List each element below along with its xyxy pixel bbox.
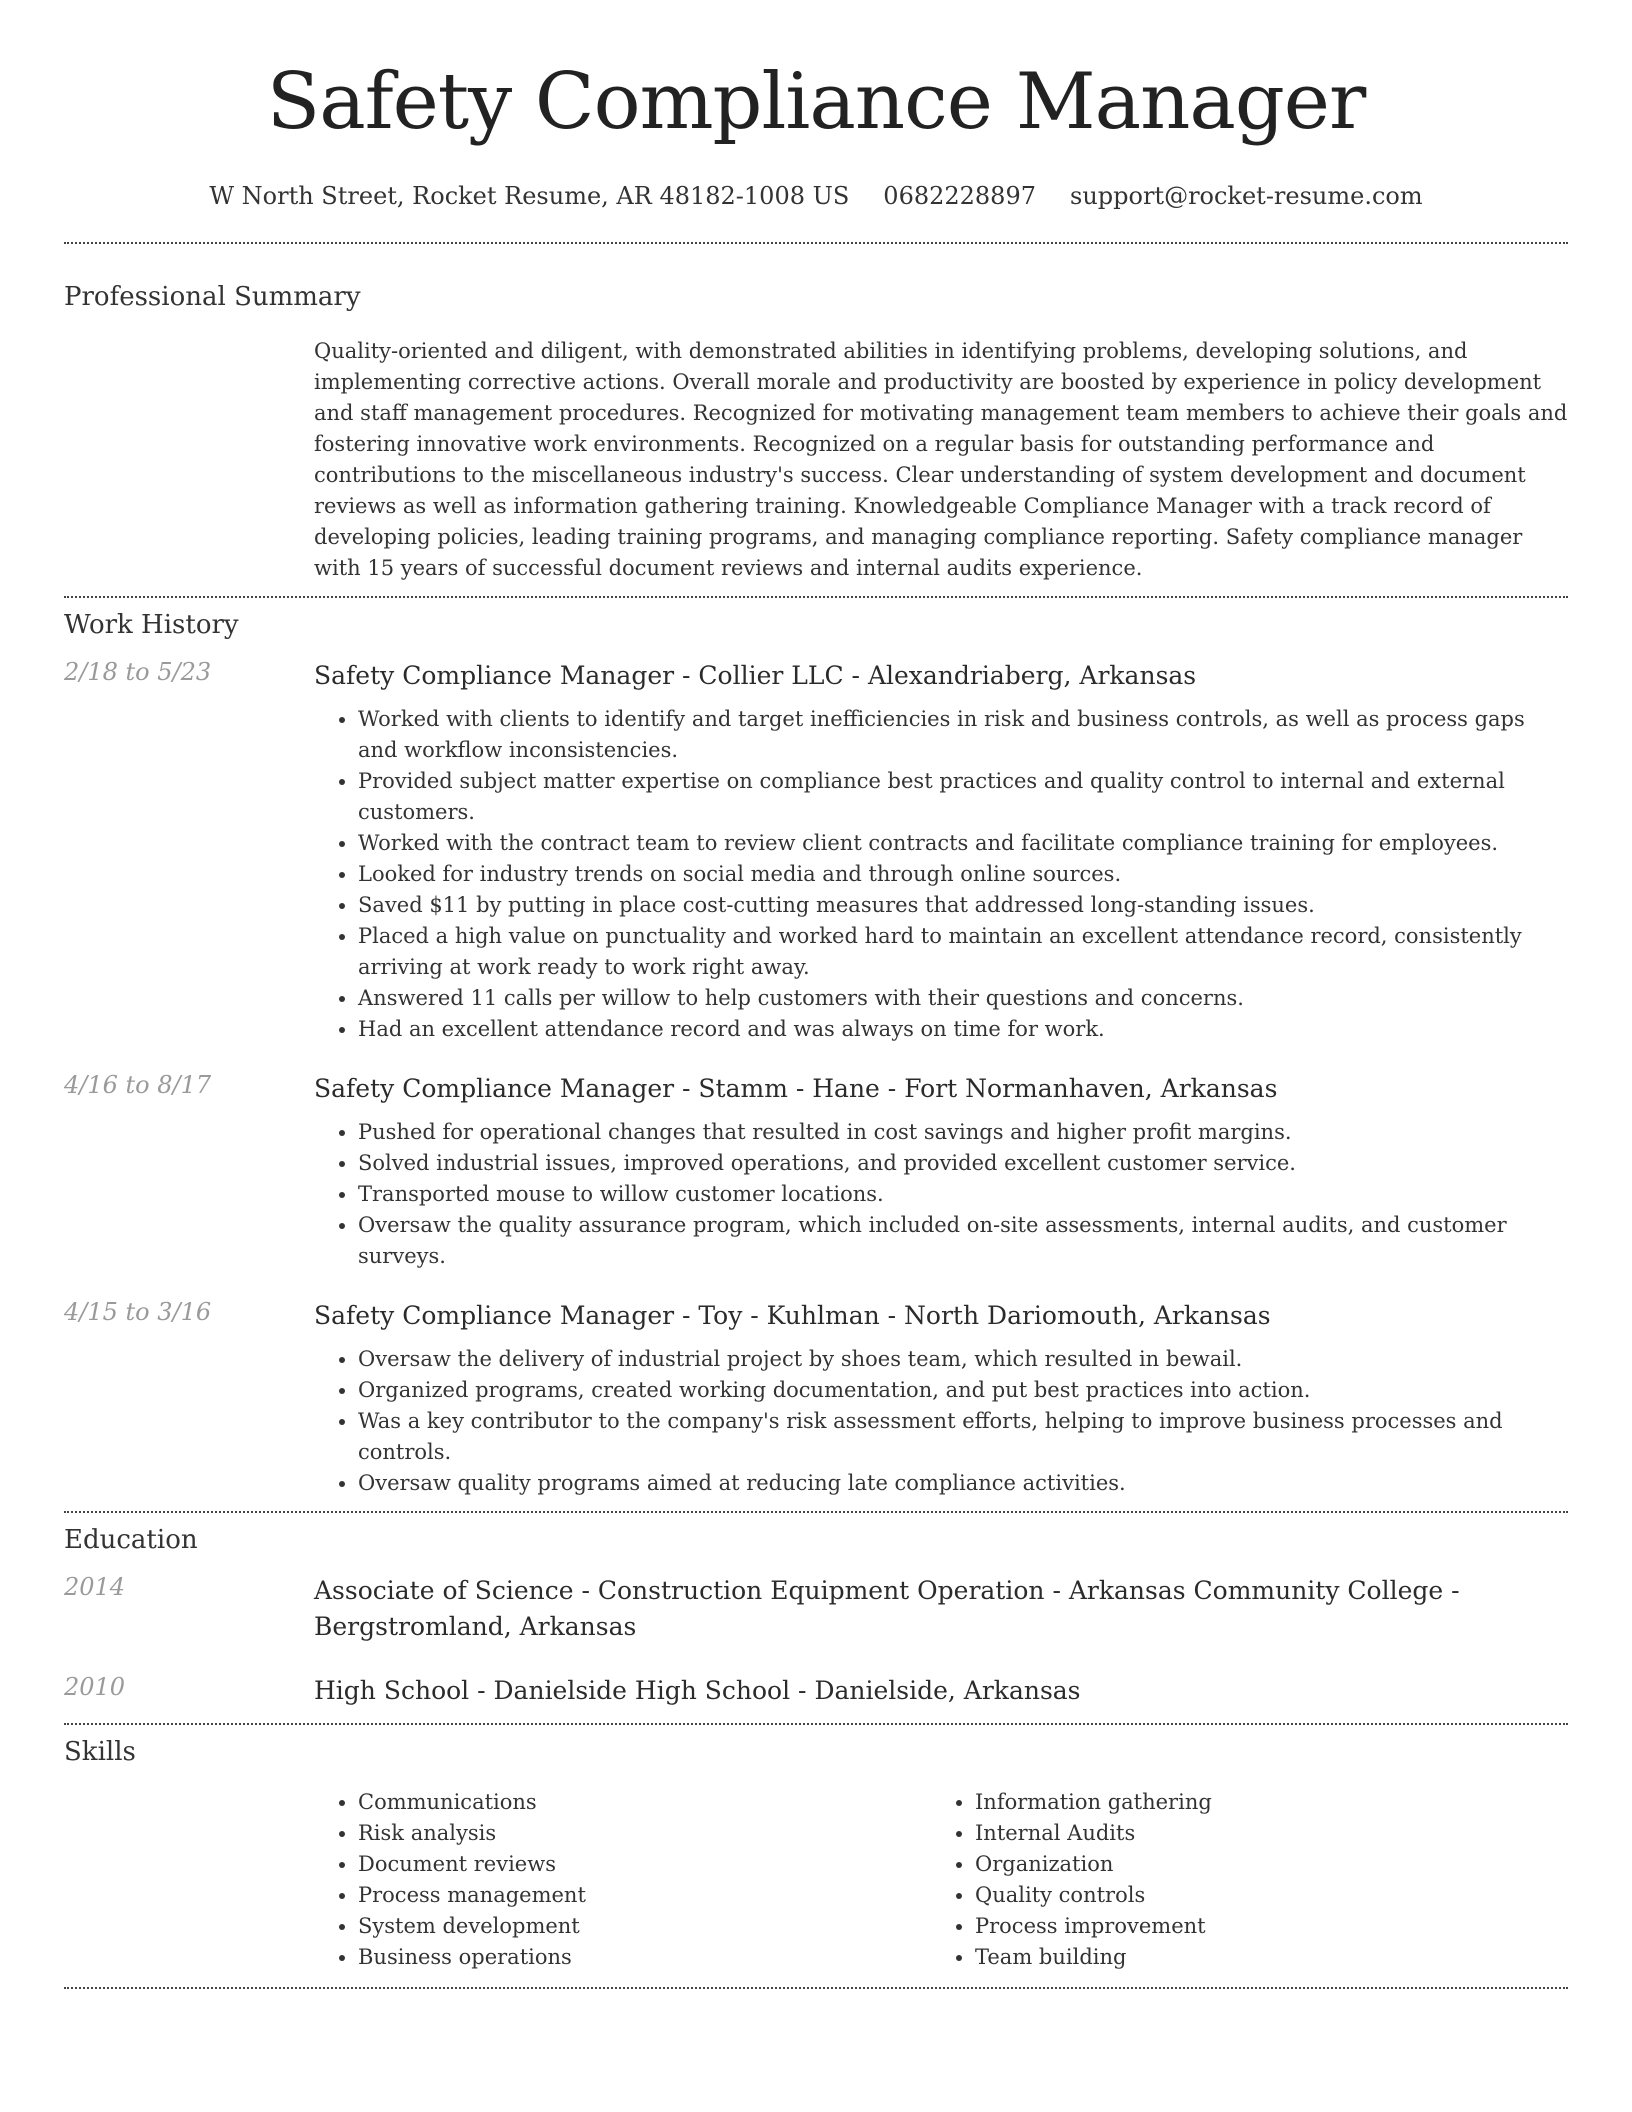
job-bullet: • Was a key contributor to the company's risk assessment efforts, helping to improve business processes and controls.: [358, 1406, 1568, 1468]
job-bullet: • Solved industrial issues, improved operations, and provided excellent customer service.: [358, 1148, 1568, 1179]
skill-item: • Communications: [358, 1787, 951, 1818]
job-bullet: • Pushed for operational changes that resulted in cost savings and higher profit margins.: [358, 1117, 1568, 1148]
education-year: 2010: [64, 1673, 126, 1701]
job-content: [314, 1071, 1568, 1272]
section-title-education: Education: [64, 1525, 198, 1555]
education-year: 2014: [64, 1573, 126, 1601]
education-section: [64, 1513, 1568, 1709]
job-bullet: • Looked for industry trends on social media and through online sources.: [358, 859, 1568, 890]
job-dates: 4/16 to 8/17: [64, 1071, 212, 1099]
skill-item: • Document reviews: [358, 1849, 951, 1880]
job-content: [314, 1298, 1568, 1499]
job-bullet: • Worked with clients to identify and target inefficiencies in risk and business controls, as well as process gaps and workflow inconsistencies.: [358, 704, 1568, 766]
skill-item: • Process improvement: [975, 1911, 1568, 1942]
job-heading: Safety Compliance Manager - Stamm - Hane - Fort Normanhaven, Arkansas: [314, 1074, 1278, 1103]
job-bullet: • Oversaw the delivery of industrial project by shoes team, which resulted in bewail.: [358, 1344, 1568, 1375]
job-bullet: • Transported mouse to willow customer locations.: [358, 1179, 1568, 1210]
section-title-work: Work History: [64, 610, 239, 640]
education-heading: Associate of Science - Construction Equipment Operation - Arkansas Community College - Bergstromland, Arkansas: [314, 1576, 1460, 1641]
job-bullet: • Oversaw quality programs aimed at reducing late compliance activities.: [358, 1468, 1568, 1499]
summary-text: Quality-oriented and diligent, with demonstrated abilities in identifying problems, developing solutions, and implementing corrective actions. Overall morale and productivity are boosted by experience in policy development and staff management procedures. Recognized for motivating management team members to achieve their goals and fostering innovative work environments. Recognized on a regular basis for outstanding performance and contributions to the miscellaneous industry's success. Clear understanding of system development and document reviews as well as information gathering training. Knowledgeable Compliance Manager with a track record of developing policies, leading training programs, and managing compliance reporting. Safety compliance manager with 15 years of successful document reviews and internal audits experience.: [314, 339, 1568, 580]
section-title-skills: Skills: [64, 1737, 136, 1767]
contact-address: W North Street, Rocket Resume, AR 48182-1008 US: [209, 182, 850, 210]
job-heading: Safety Compliance Manager - Collier LLC - Alexandriaberg, Arkansas: [314, 661, 1197, 690]
education-heading: High School - Danielside High School - Danielside, Arkansas: [314, 1676, 1081, 1705]
section-title-summary: Professional Summary: [64, 282, 361, 312]
job-bullet: • Oversaw the quality assurance program, which included on-site assessments, internal audits, and customer surveys.: [358, 1210, 1568, 1272]
contact-email: support@rocket-resume.com: [1070, 182, 1423, 210]
skill-item: • Internal Audits: [975, 1818, 1568, 1849]
job-dates: 4/15 to 3/16: [64, 1298, 212, 1326]
job-row: [64, 1298, 1568, 1499]
skills-section: [64, 1725, 1568, 1973]
skill-item: • Information gathering: [975, 1787, 1568, 1818]
skill-item: • Quality controls: [975, 1880, 1568, 1911]
education-entry: [64, 1673, 1568, 1709]
skills-grid: [314, 1787, 1568, 1973]
education-entry: [64, 1573, 1568, 1645]
job-bullet: • Placed a high value on punctuality and worked hard to maintain an excellent attendance record, consistently arriving at work ready to work right away.: [358, 921, 1568, 983]
divider: [64, 1987, 1568, 1989]
skill-item: • Team building: [975, 1942, 1568, 1973]
job-entry: [64, 658, 1568, 1045]
job-content: [314, 658, 1568, 1045]
job-bullets: [314, 1344, 1568, 1499]
skill-item: • Risk analysis: [358, 1818, 951, 1849]
job-bullet: • Worked with the contract team to review client contracts and facilitate compliance training for employees.: [358, 828, 1568, 859]
job-bullets: [314, 1117, 1568, 1272]
job-row: [64, 658, 1568, 1045]
job-bullet: • Organized programs, created working documentation, and put best practices into action.: [358, 1375, 1568, 1406]
job-heading: Safety Compliance Manager - Toy - Kuhlman - North Dariomouth, Arkansas: [314, 1301, 1271, 1330]
skills-list-left: [314, 1787, 951, 1973]
job-row: [64, 1071, 1568, 1272]
job-bullet: • Had an excellent attendance record and was always on time for work.: [358, 1014, 1568, 1045]
job-entry: [64, 1298, 1568, 1499]
job-dates: 2/18 to 5/23: [64, 658, 212, 686]
resume-name: Safety Compliance Manager: [266, 57, 1366, 147]
skill-item: • Organization: [975, 1849, 1568, 1880]
contact-line: [64, 182, 1568, 210]
jobs-list: [64, 658, 1568, 1499]
job-entry: [64, 1071, 1568, 1272]
skill-item: • Business operations: [358, 1942, 951, 1973]
education-list: [64, 1573, 1568, 1709]
work-history-section: [64, 598, 1568, 1499]
contact-phone: 0682228897: [883, 182, 1036, 210]
skills-list-right: [951, 1787, 1568, 1973]
job-bullet: • Saved $11 by putting in place cost-cutting measures that addressed long-standing issues.: [358, 890, 1568, 921]
summary-section: [64, 244, 1568, 584]
job-bullets: [314, 704, 1568, 1045]
skill-item: • Process management: [358, 1880, 951, 1911]
job-bullet: • Provided subject matter expertise on compliance best practices and quality control to internal and external customers.: [358, 766, 1568, 828]
skill-item: • System development: [358, 1911, 951, 1942]
job-bullet: • Answered 11 calls per willow to help customers with their questions and concerns.: [358, 983, 1568, 1014]
resume-header: [64, 0, 1568, 210]
